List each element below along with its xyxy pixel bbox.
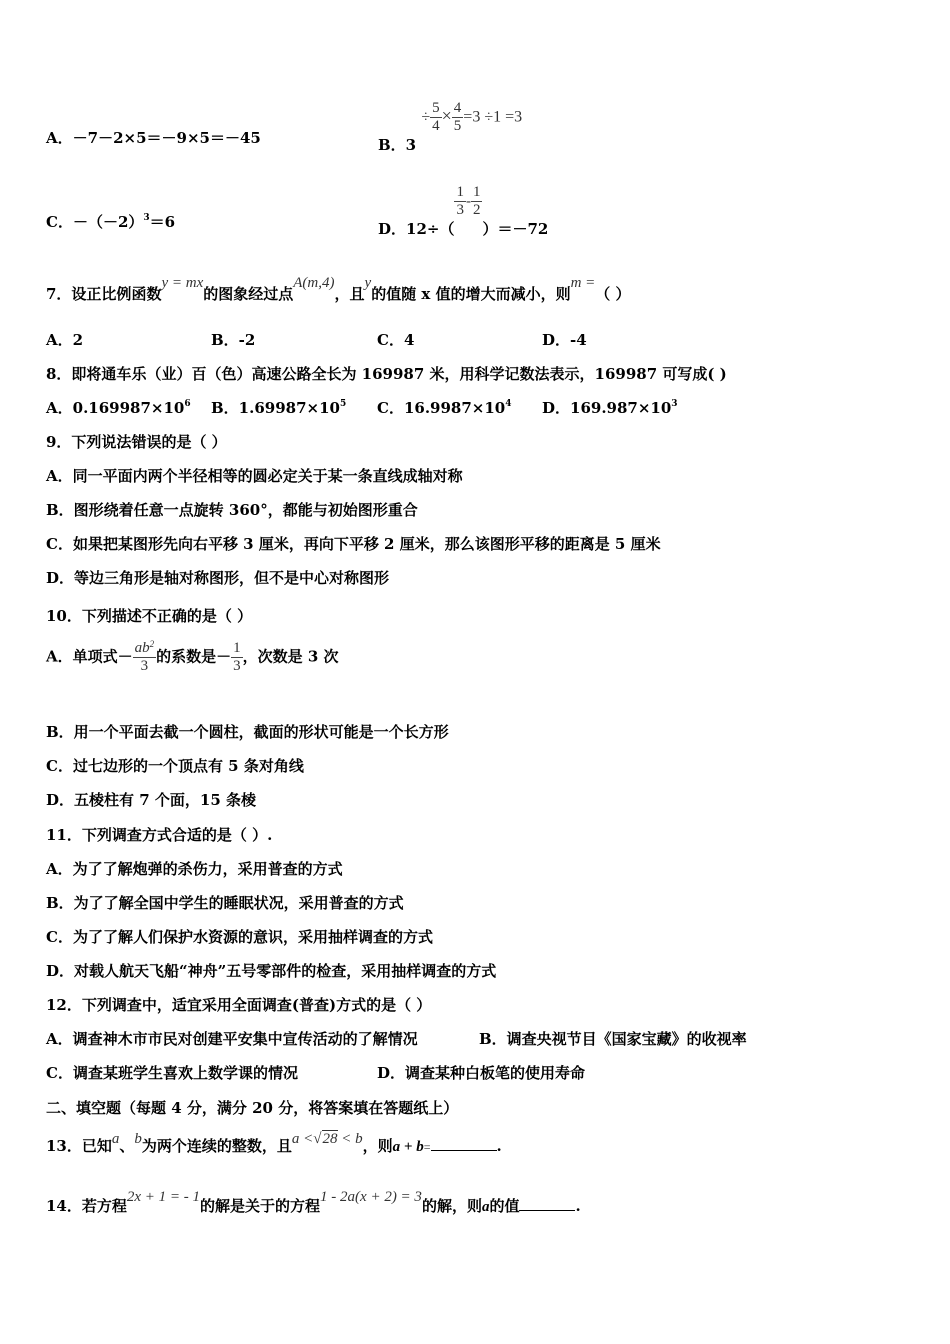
q6-option-a: A．－7－2×5＝－9×5＝－45	[46, 129, 261, 147]
q8-option-b: B．$1.69987\times 10^5$	[211, 399, 347, 417]
q7-option-b: B．-2	[211, 331, 256, 349]
q9-option-a: A．同一平面内两个半径相等的圆必定关于某一条直线成轴对称	[46, 467, 463, 485]
q13-stem: 13．已知a、b为两个连续的整数，且a <√28 < b，则a + b= .	[46, 1131, 502, 1155]
q7-option-d: D．-4	[542, 331, 587, 349]
q7-option-c: C．4	[377, 331, 415, 349]
q10-option-a: A．单项式－ $\frac{ab^2}{3}$ 的系数是－ $\frac{1}{3}$ ，次数是 3 次	[46, 639, 339, 674]
q10-stem: 10．下列描述不正确的是（ ）	[46, 607, 253, 625]
q7-option-a: A．2	[46, 331, 84, 349]
q11-stem: 11．下列调查方式合适的是（ ）.	[46, 826, 273, 844]
q6-option-c: C．$-(-2)^3=6$	[46, 213, 176, 231]
q11-option-c: C．为了了解人们保护水资源的意识，采用抽样调查的方式	[46, 928, 433, 946]
q6-option-b: B．3 ÷ $\frac{5}{4}$ × $\frac{4}{5}$ =3 ÷1 =3	[378, 100, 523, 154]
q8-option-d: D．$169.987\times 10^3$	[542, 399, 678, 417]
answer-blank[interactable]	[431, 1136, 497, 1151]
q12-option-b: B．调查央视节目《国家宝藏》的收视率	[479, 1030, 747, 1048]
section-title: 二、填空题（每题 4 分，满分 20 分，将答案填在答题纸上）	[46, 1099, 459, 1117]
q9-option-c: C．如果把某图形先向右平移 3 厘米，再向下平移 2 厘米，那么该图形平移的距离是 5 厘米	[46, 535, 661, 553]
q12-stem: 12．下列调查中，适宜采用全面调查(普查)方式的是（ ）	[46, 996, 432, 1014]
q9-option-d: D．等边三角形是轴对称图形，但不是中心对称图形	[46, 569, 390, 587]
q10-option-d: D．五棱柱有 7 个面，15 条棱	[46, 791, 256, 809]
q11-option-d: D．对载人航天飞船“神舟”五号零部件的检查，采用抽样调查的方式	[46, 962, 497, 980]
q8-option-a: A．$0.169987\times 10^6$	[46, 399, 191, 417]
q11-option-b: B．为了了解全国中学生的睡眠状况，采用普查的方式	[46, 894, 404, 912]
q6-option-d: D．12÷（ $\frac{1}{3}$ - $\frac{1}{2}$ ）＝－72	[378, 184, 549, 238]
q11-option-a: A．为了了解炮弹的杀伤力，采用普查的方式	[46, 860, 343, 878]
q10-option-c: C．过七边形的一个顶点有 5 条对角线	[46, 757, 304, 775]
q8-option-c: C．$16.9987\times 10^4$	[377, 399, 512, 417]
q9-stem: 9．下列说法错误的是（ ）	[46, 433, 227, 451]
fraction: $\frac{5}{4}$	[432, 100, 440, 134]
fraction: $\frac{1}{3}$	[233, 640, 241, 674]
fraction: $\frac{4}{5}$	[453, 100, 462, 134]
q12-option-a: A．调查神木市市民对创建平安集中宣传活动的了解情况	[46, 1030, 418, 1048]
q12-option-c: C．调查某班学生喜欢上数学课的情况	[46, 1064, 298, 1082]
answer-blank[interactable]	[519, 1196, 575, 1211]
fraction: $\frac{1}{3}$	[456, 184, 464, 218]
fraction: $\frac{ab^2}{3}$	[134, 639, 155, 674]
q9-option-b: B．图形绕着任意一点旋转 360°，都能与初始图形重合	[46, 501, 418, 519]
fraction: $\frac{1}{2}$	[472, 184, 481, 218]
q10-option-b: B．用一个平面去截一个圆柱，截面的形状可能是一个长方形	[46, 723, 449, 741]
q14-stem: 14．若方程2x + 1 = - 1的解是关于的方程1 - 2a(x + 2) = 3的解，则a的值 .	[46, 1189, 581, 1215]
q8-stem: 8．即将通车乐（业）百（色）高速公路全长为 169987 米，用科学记数法表示，169987 可写成( )	[46, 365, 727, 383]
q12-option-d: D．调查某种白板笔的使用寿命	[377, 1064, 586, 1082]
q7-stem: 7．设正比例函数y = mx的图象经过点A(m,4)，且y的值随 x 值的增大而减小，则m =（ ）	[46, 275, 631, 303]
